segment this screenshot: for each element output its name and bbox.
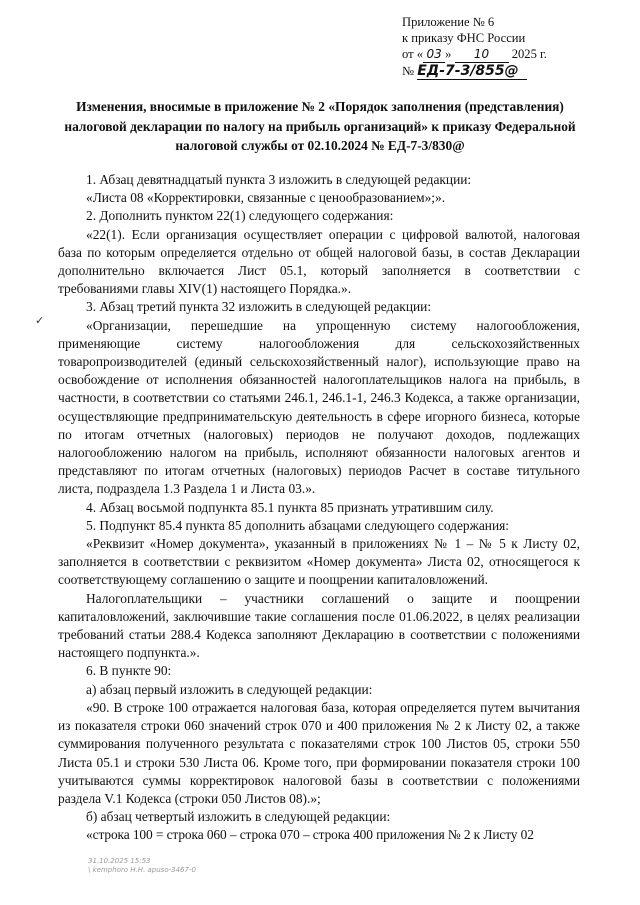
paragraph: «Реквизит «Номер документа», указанный в приложениях № 1 – № 5 к Листу 02, заполняется в соответствии с реквизитом «Номер документа» Листа 02, относящегося к соответствующему соглашению о защите и поощрении капиталовложений.: [58, 536, 580, 588]
date-day: 03: [426, 47, 442, 61]
date-year: 2025 г.: [511, 47, 547, 61]
paragraph: 5. Подпункт 85.4 пункта 85 дополнить абзацами следующего содержания:: [86, 517, 509, 533]
document-title: Изменения, вносимые в приложение № 2 «Порядок заполнения (представления) налоговой декларации по налогу на прибыль организаций» к приказу Федеральной налоговой службы от 02.10.2024 № ЕД-7-3/830@: [64, 99, 576, 153]
paragraph: «90. В строке 100 отражается налоговая база, которая определяется путем вычитания из показателя строки 060 значений строк 070 и 400 приложения № 2 к Листу 02, а также суммирования полученного результата с показателями строк 100 Листов 05, строки 550 Листа 05.1 и строки 530 Листа 06. Кроме того, при формировании показателя строки 100 учитываются суммы корректировок налоговой базы в соответствии с положениями раздела V.1 Кодекса (строки 050 Листов 08).»;: [58, 699, 580, 806]
paragraph: 6. В пункте 90:: [86, 663, 172, 679]
order-number: ЕД-7-3/855@: [417, 63, 519, 79]
paragraph: «Листа 08 «Корректировки, связанные с ценообразованием»;».: [86, 190, 446, 206]
margin-check-mark: ✓: [35, 315, 45, 327]
stamp-datetime: 31.10.2025 15:53: [88, 857, 151, 865]
paragraph: 4. Абзац восьмой подпункта 85.1 пункта 85 признать утратившим силу.: [86, 499, 494, 515]
paragraph: «строка 100 = строка 060 – строка 070 – строка 400 приложения № 2 к Листу 02: [86, 827, 534, 843]
order-date-line: [402, 46, 547, 63]
date-prefix: от «: [402, 47, 424, 61]
appendix-block: [402, 14, 547, 80]
date-month: 10: [473, 47, 490, 61]
stamp-author: \ kemphoro Н.Н. apuso-3467-0: [88, 866, 196, 874]
order-reference: к приказу ФНС России: [402, 31, 526, 45]
order-number-line: [402, 63, 547, 80]
number-prefix: №: [402, 64, 415, 78]
paragraph: б) абзац четвертый изложить в следующей редакции:: [86, 809, 391, 825]
paragraph: 3. Абзац третий пункта 32 изложить в следующей редакции:: [86, 299, 432, 315]
paragraph: «Организации, перешедшие на упрощенную систему налогообложения, применяющие систему налогообложения для сельскохозяйственных товаропроизводителей (единый сельскохозяйственный налог), использующие право на освобождение от исполнения обязанностей налогоплательщиков налога на прибыль, в частности, в соответствии со статьями 246.1, 246.1-1, 246.3 Кодекса, а также организации, осуществляющие предпринимательскую деятельность в сфере игорного бизнеса, которые по итогам отчетных (налоговых) периодов не получают доходов, подлежащих налогообложению налогом на прибыль, исполняют обязанности налоговых агентов и представляют по итогам отчетных (налоговых) периодов Расчет в составе титульного листа, подраздела 1.3 Раздела 1 и Листа 03.».: [58, 317, 580, 497]
paragraph: «22(1). Если организация осуществляет операции с цифровой валютой, налоговая база по которым определяется отдельно от общей налоговой базы, в состав Декларации дополнительно включается Лист 05.1, который заполняется в соответствии с требованиями главы XIV(1) настоящего Порядка.».: [58, 226, 580, 297]
appendix-number: Приложение № 6: [402, 15, 495, 29]
paragraph: Налогоплательщики – участники соглашений о защите и поощрении капиталовложений, заключившие такие соглашения после 01.06.2022, в целях реализации требований статьи 288.4 Кодекса заполняют Декларацию в соответствии с положениями настоящего подпункта.».: [58, 590, 580, 661]
document-body: [58, 171, 580, 845]
paragraph: 1. Абзац девятнадцатый пункта 3 изложить в следующей редакции:: [86, 172, 472, 187]
print-stamp: [88, 857, 196, 875]
paragraph: 2. Дополнить пунктом 22(1) следующего содержания:: [86, 208, 394, 224]
paragraph: а) абзац первый изложить в следующей редакции:: [86, 681, 373, 697]
date-mid: »: [445, 47, 452, 61]
